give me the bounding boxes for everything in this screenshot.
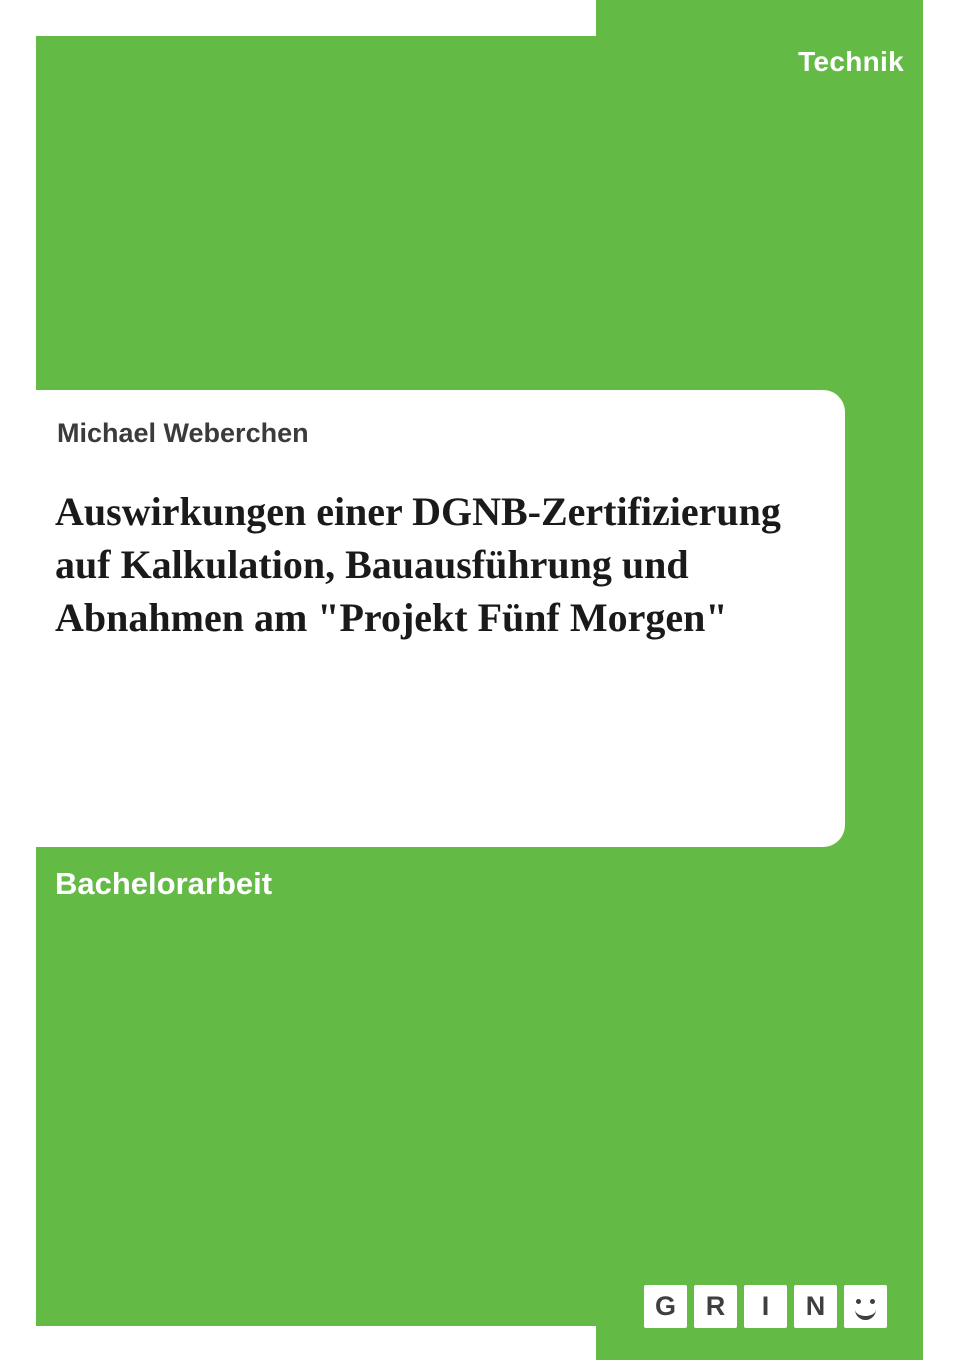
logo-letter-r: R xyxy=(694,1285,737,1328)
top-left-notch xyxy=(36,0,596,36)
grin-publisher-logo xyxy=(644,1285,887,1328)
smiley-mouth-icon xyxy=(855,1305,876,1320)
title-card xyxy=(0,390,845,847)
page-title: Auswirkungen einer DGNB-Zertifizierung auf Kalkulation, Bauausführung und Abnahmen am "Projekt Fünf Morgen" xyxy=(55,489,781,640)
smiley-icon xyxy=(844,1285,887,1328)
logo-letter-g: G xyxy=(644,1285,687,1328)
smiley-eye-right-icon xyxy=(870,1299,875,1304)
document-type-label: Bachelorarbeit xyxy=(55,866,273,901)
right-white-margin xyxy=(923,0,959,1360)
author-name: Michael Weberchen xyxy=(57,418,309,448)
logo-letter-n: N xyxy=(794,1285,837,1328)
smiley-eye-left-icon xyxy=(856,1299,861,1304)
logo-letter-i: I xyxy=(744,1285,787,1328)
bottom-left-notch xyxy=(36,1326,596,1360)
category-label: Technik xyxy=(798,46,904,77)
